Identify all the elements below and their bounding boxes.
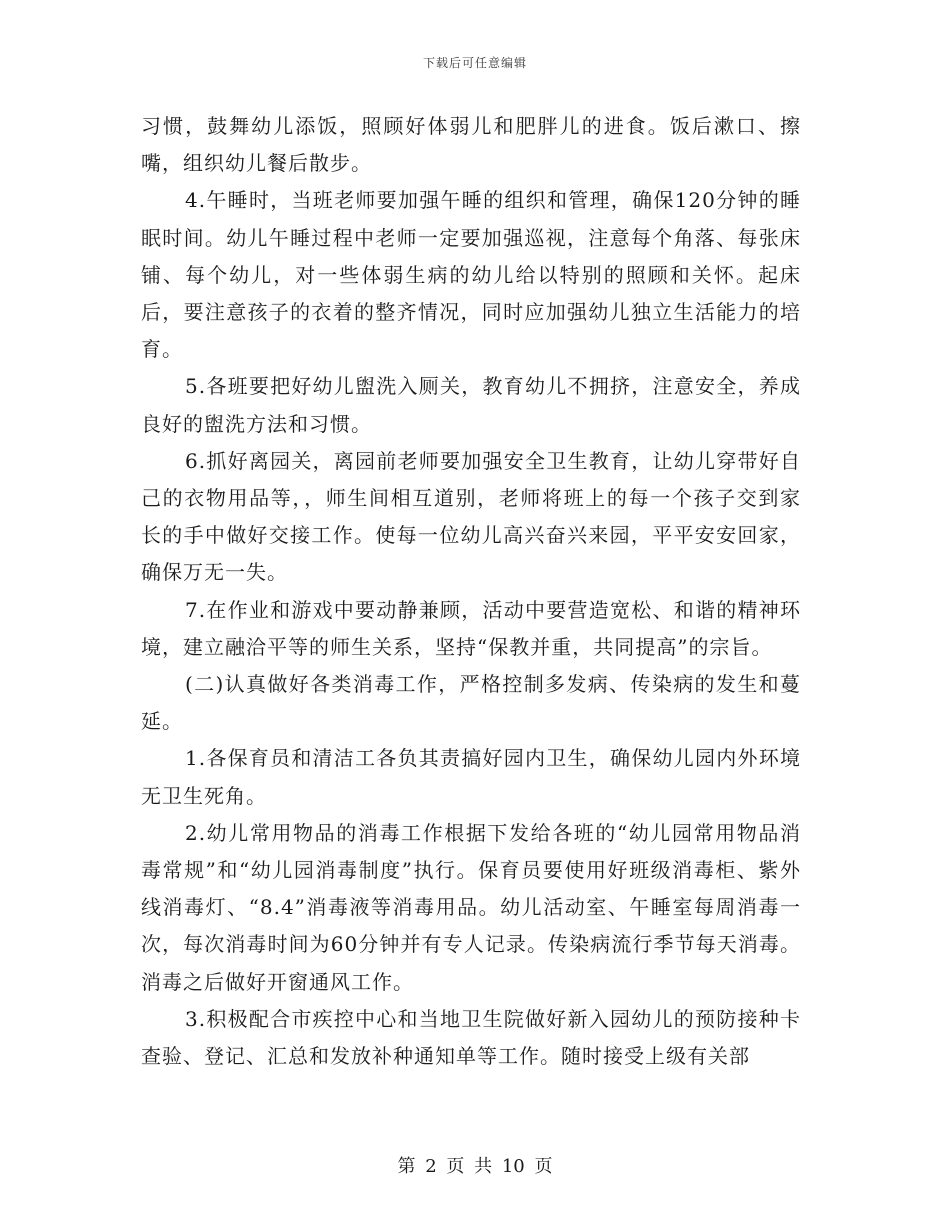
- paragraph-8: 3.积极配合市疾控中心和当地卫生院做好新入园幼儿的预防接种卡查验、登记、汇总和发放补种通知单等工作。随时接受上级有关部: [141, 1006, 801, 1069]
- paragraph-4: 6.抓好离园关，离园前老师要加强安全卫生教育，让幼儿穿带好自己的衣物用品等，，师生间相互道别，老师将班上的每一个孩子交到家长的手中做好交接工作。使每一位幼儿高兴奋兴来园，平平安安回家，确保万无一失。: [141, 448, 801, 585]
- document-body: [141, 108, 801, 1075]
- paragraph-6: 1.各保育员和清洁工各负其责搞好园内卫生，确保幼儿园内外环境无卫生死角。: [141, 746, 801, 808]
- page-header: 下载后可任意编辑: [422, 56, 527, 70]
- paragraph-7: 2.幼儿常用物品的消毒工作根据下发给各班的“幼儿园常用物品消毒常规”和“幼儿园消毒制度”执行。保育员要使用好班级消毒柜、紫外线消毒灯、“8.4”消毒液等消毒用品。幼儿活动室、午睡室每周消毒一次，每次消毒时间为60分钟并有专人记录。传染病流行季节每天消毒。消毒之后做好开窗通风工作。: [141, 820, 801, 994]
- paragraph-5: 7.在作业和游戏中要动静兼顾，活动中要营造宽松、和谐的精神环境，建立融洽平等的师生关系，坚持“保教并重，共同提高”的宗旨。: [141, 597, 801, 659]
- section-heading-2: (二)认真做好各类消毒工作，严格控制多发病、传染病的发生和蔓延。: [141, 672, 801, 734]
- paragraph-2: 4.午睡时，当班老师要加强午睡的组织和管理，确保120分钟的睡眠时间。幼儿午睡过程中老师一定要加强巡视，注意每个角落、每张床铺、每个幼儿，对一些体弱生病的幼儿给以特别的照顾和关怀。起床后，要注意孩子的衣着的整齐情况，同时应加强幼儿独立生活能力的培育。: [141, 188, 801, 362]
- paragraph-1: 习惯，鼓舞幼儿添饭，照顾好体弱儿和肥胖儿的进食。饭后漱口、擦嘴，组织幼儿餐后散步。: [141, 114, 801, 176]
- paragraph-3: 5.各班要把好幼儿盥洗入厕关，教育幼儿不拥挤，注意安全，养成良好的盥洗方法和习惯。: [141, 374, 801, 436]
- page-number: 第 2 页 共 10 页: [397, 1156, 553, 1177]
